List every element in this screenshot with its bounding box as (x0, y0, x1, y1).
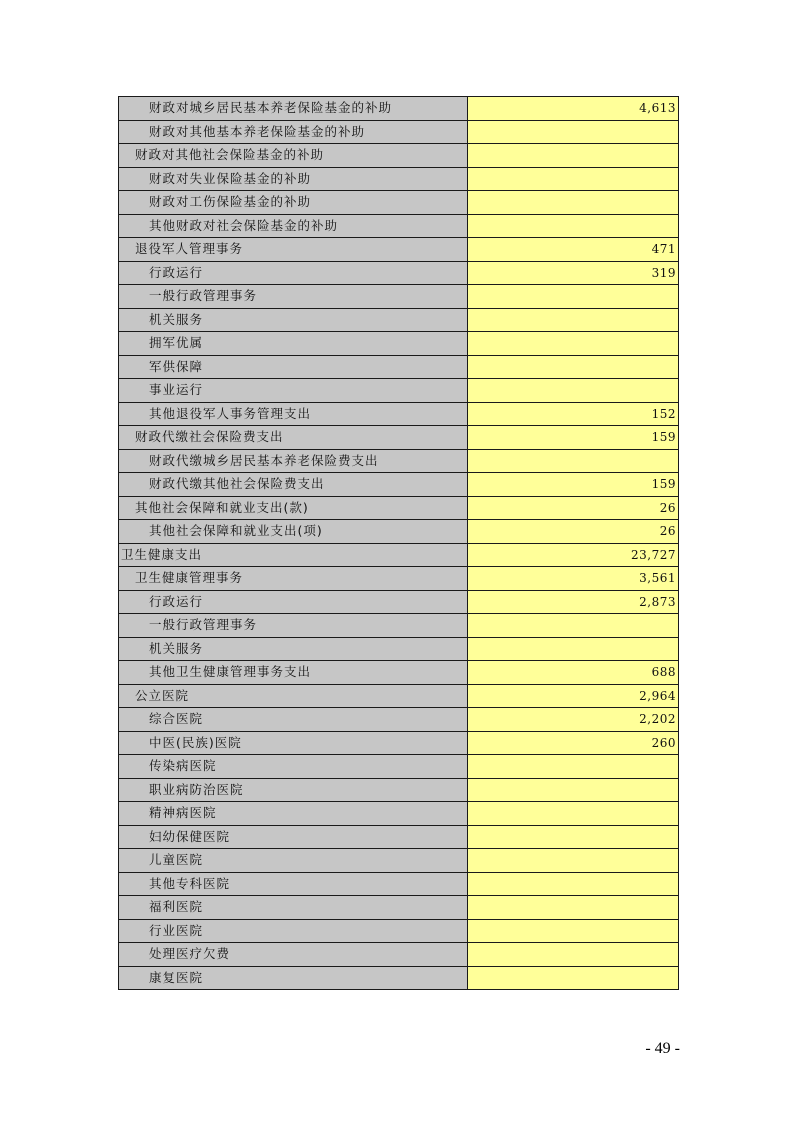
item-amount (468, 637, 679, 661)
budget-table-body (119, 97, 679, 990)
item-name: 综合医院 (149, 711, 204, 727)
item-name-cell (119, 285, 468, 309)
item-name-cell (119, 238, 468, 262)
item-name-cell (119, 825, 468, 849)
item-name-cell (119, 261, 468, 285)
table-row (119, 191, 679, 215)
item-name: 拥军优属 (149, 335, 204, 351)
table-row (119, 919, 679, 943)
table-row (119, 520, 679, 544)
table-row (119, 708, 679, 732)
table-row (119, 332, 679, 356)
item-name: 职业病防治医院 (149, 781, 244, 797)
table-row (119, 379, 679, 403)
item-amount (468, 167, 679, 191)
item-name: 军供保障 (149, 358, 204, 374)
table-row (119, 802, 679, 826)
item-name: 机关服务 (149, 640, 204, 656)
item-name: 行政运行 (149, 593, 204, 609)
table-row (119, 496, 679, 520)
table-row (119, 214, 679, 238)
table-row (119, 943, 679, 967)
item-name: 财政代缴社会保险费支出 (135, 429, 284, 445)
item-amount (468, 872, 679, 896)
item-name: 康复医院 (149, 969, 204, 985)
table-row (119, 896, 679, 920)
item-amount (468, 379, 679, 403)
item-amount (468, 308, 679, 332)
item-name-cell (119, 708, 468, 732)
item-amount (468, 332, 679, 356)
item-name: 公立医院 (135, 687, 190, 703)
item-amount (468, 755, 679, 779)
item-amount: 319 (468, 261, 679, 285)
item-amount (468, 144, 679, 168)
item-name-cell (119, 872, 468, 896)
item-name-cell (119, 144, 468, 168)
item-amount: 159 (468, 426, 679, 450)
budget-table (118, 96, 679, 990)
item-name-cell (119, 919, 468, 943)
item-name: 卫生健康支出 (121, 546, 203, 562)
table-row (119, 637, 679, 661)
table-row (119, 97, 679, 121)
item-name: 妇幼保健医院 (149, 828, 231, 844)
item-amount: 4,613 (468, 97, 679, 121)
item-amount: 3,561 (468, 567, 679, 591)
item-name-cell (119, 567, 468, 591)
item-amount: 23,727 (468, 543, 679, 567)
item-name-cell (119, 802, 468, 826)
item-name-cell (119, 614, 468, 638)
item-amount (468, 919, 679, 943)
item-amount (468, 449, 679, 473)
item-name: 中医(民族)医院 (149, 734, 242, 750)
item-name-cell (119, 966, 468, 990)
item-amount (468, 614, 679, 638)
item-name: 行政运行 (149, 264, 204, 280)
item-amount (468, 214, 679, 238)
item-name: 福利医院 (149, 899, 204, 915)
item-amount (468, 355, 679, 379)
item-name-cell (119, 520, 468, 544)
table-row (119, 426, 679, 450)
item-amount: 152 (468, 402, 679, 426)
table-row (119, 755, 679, 779)
item-amount (468, 966, 679, 990)
item-amount (468, 778, 679, 802)
table-row (119, 402, 679, 426)
item-name-cell (119, 684, 468, 708)
item-name-cell (119, 590, 468, 614)
item-name: 其他退役军人事务管理支出 (149, 405, 312, 421)
item-name: 其他社会保障和就业支出(项) (149, 523, 323, 539)
item-name-cell (119, 191, 468, 215)
table-row (119, 778, 679, 802)
item-name: 退役军人管理事务 (135, 241, 244, 257)
item-name: 其他财政对社会保险基金的补助 (149, 217, 339, 233)
table-row (119, 449, 679, 473)
item-name-cell (119, 637, 468, 661)
item-amount (468, 849, 679, 873)
item-amount: 2,873 (468, 590, 679, 614)
item-name: 财政代缴其他社会保险费支出 (149, 476, 325, 492)
page-number: - 49 - (645, 1040, 680, 1057)
item-name: 事业运行 (149, 382, 204, 398)
item-name: 其他卫生健康管理事务支出 (149, 664, 312, 680)
table-row (119, 567, 679, 591)
item-name: 财政对工伤保险基金的补助 (149, 194, 312, 210)
item-name-cell (119, 120, 468, 144)
item-name: 一般行政管理事务 (149, 288, 258, 304)
table-row (119, 872, 679, 896)
table-row (119, 238, 679, 262)
item-name-cell (119, 449, 468, 473)
item-name-cell (119, 167, 468, 191)
item-name-cell (119, 661, 468, 685)
table-row (119, 849, 679, 873)
table-row (119, 661, 679, 685)
item-name-cell (119, 943, 468, 967)
table-row (119, 614, 679, 638)
item-amount: 471 (468, 238, 679, 262)
item-name-cell (119, 308, 468, 332)
item-name-cell (119, 402, 468, 426)
item-amount: 26 (468, 496, 679, 520)
item-name-cell (119, 473, 468, 497)
item-name-cell (119, 755, 468, 779)
item-name: 处理医疗欠费 (149, 946, 231, 962)
item-name: 其他专科医院 (149, 875, 231, 891)
item-name-cell (119, 355, 468, 379)
item-name: 财政对其他社会保险基金的补助 (135, 147, 325, 163)
item-name-cell (119, 214, 468, 238)
item-amount: 2,964 (468, 684, 679, 708)
item-name-cell (119, 543, 468, 567)
item-name: 机关服务 (149, 311, 204, 327)
item-name-cell (119, 379, 468, 403)
item-name-cell (119, 731, 468, 755)
item-name-cell (119, 849, 468, 873)
table-row (119, 120, 679, 144)
item-amount: 260 (468, 731, 679, 755)
table-row (119, 543, 679, 567)
item-amount (468, 825, 679, 849)
table-row (119, 966, 679, 990)
item-name: 行业医院 (149, 922, 204, 938)
item-amount (468, 896, 679, 920)
table-row (119, 473, 679, 497)
item-name: 财政对失业保险基金的补助 (149, 170, 312, 186)
item-amount (468, 120, 679, 144)
table-row (119, 684, 679, 708)
item-amount (468, 191, 679, 215)
item-amount (468, 943, 679, 967)
table-row (119, 825, 679, 849)
item-name-cell (119, 496, 468, 520)
item-name-cell (119, 426, 468, 450)
item-amount: 2,202 (468, 708, 679, 732)
item-name: 传染病医院 (149, 758, 217, 774)
item-name-cell (119, 332, 468, 356)
table-row (119, 731, 679, 755)
item-amount (468, 285, 679, 309)
item-name-cell (119, 778, 468, 802)
item-amount: 26 (468, 520, 679, 544)
table-row (119, 285, 679, 309)
item-name-cell (119, 896, 468, 920)
item-name: 一般行政管理事务 (149, 617, 258, 633)
item-name: 卫生健康管理事务 (135, 570, 244, 586)
table-row (119, 167, 679, 191)
item-amount (468, 802, 679, 826)
item-name: 精神病医院 (149, 805, 217, 821)
item-name: 财政对城乡居民基本养老保险基金的补助 (149, 100, 393, 116)
item-name: 财政代缴城乡居民基本养老保险费支出 (149, 452, 379, 468)
table-row (119, 144, 679, 168)
item-name-cell (119, 97, 468, 121)
item-name: 财政对其他基本养老保险基金的补助 (149, 123, 366, 139)
table-row (119, 590, 679, 614)
item-amount: 159 (468, 473, 679, 497)
table-row (119, 355, 679, 379)
table-row (119, 308, 679, 332)
item-name: 儿童医院 (149, 852, 204, 868)
item-amount: 688 (468, 661, 679, 685)
table-row (119, 261, 679, 285)
item-name: 其他社会保障和就业支出(款) (135, 499, 309, 515)
